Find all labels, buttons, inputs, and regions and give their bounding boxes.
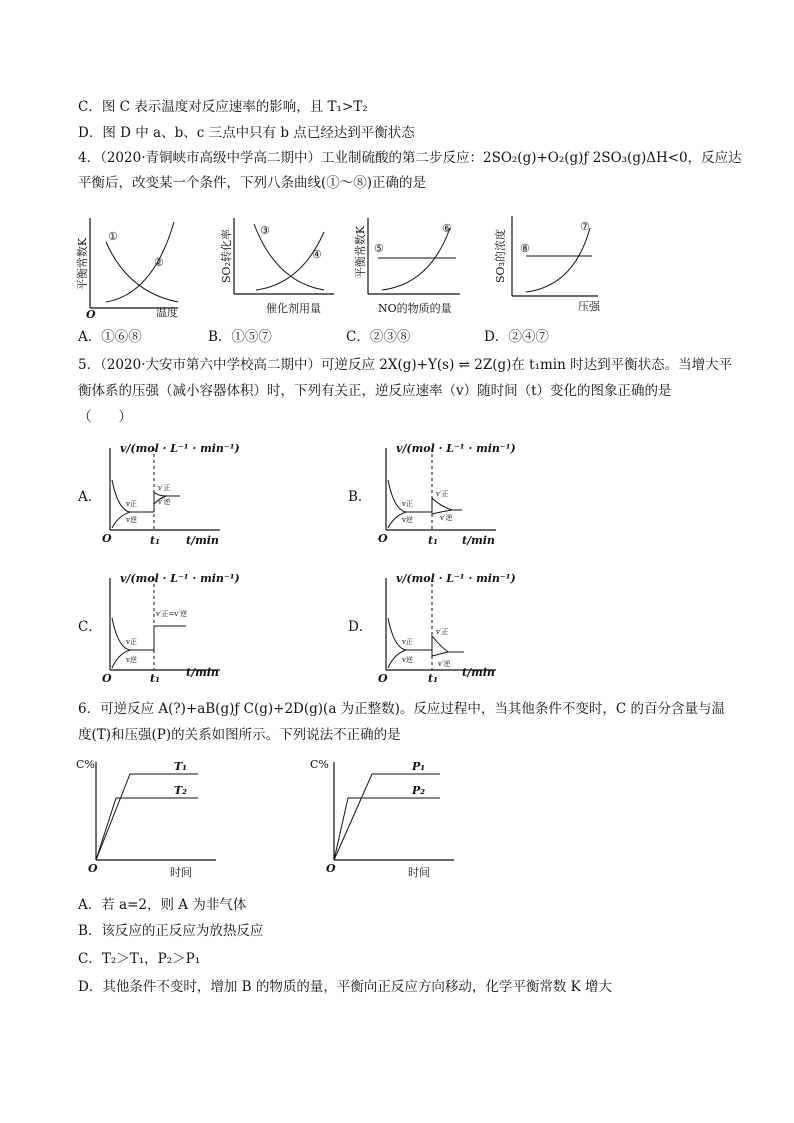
q5c-vfwd: v正 <box>126 638 137 646</box>
q5d-ylabel: v/(mol · L⁻¹ · min⁻¹) <box>396 572 516 585</box>
q5-graph-b <box>376 440 516 550</box>
q5b-vrev-p: v′逆 <box>440 514 453 522</box>
question-6-line2: 度(T)和压强(P)的关系如图所示。下列说法不正确的是 <box>78 727 401 743</box>
question-4-line1: 4．（2020·青铜峡市高级中学高二期中）工业制硫酸的第二步反应：2SO₂(g)+O₂(g)ƒ 2SO₃(g)ΔH<0，反应达 <box>78 150 742 166</box>
q4-graph-2 <box>216 212 336 322</box>
q6-graph-right <box>308 756 458 882</box>
q4g4-c2: ⑦ <box>580 220 590 233</box>
q5d-vrev-p: v′逆 <box>438 660 451 668</box>
q4g1-c2: ② <box>154 256 164 269</box>
q4g2-xlabel: 催化剂用量 <box>266 302 321 315</box>
q4g4-c1: ⑧ <box>520 242 530 255</box>
q5d-origin: O <box>378 672 388 685</box>
q4-option-d: D．②④⑦ <box>484 329 549 345</box>
question-5-line2: 衡体系的压强（减小容器体积）时，下列有关正，逆反应速率（v）随时间（t）变化的图象正确的是 <box>78 383 672 399</box>
q6r-origin: O <box>326 862 336 875</box>
q6-option-d: D．其他条件不变时，增加 B 的物质的量，平衡向正反应方向移动，化学平衡常数 K 增大 <box>78 979 612 995</box>
q5-label-c: C． <box>78 619 102 635</box>
q6r-upper: P₁ <box>412 760 426 773</box>
q5-graph-a <box>100 440 240 550</box>
q5b-vfwd-p: v′正 <box>436 490 449 498</box>
q5a-t1: t₁ <box>150 534 160 547</box>
q5d-t1: t₁ <box>428 672 438 685</box>
q4g2-c2: ④ <box>312 248 322 261</box>
q5d-xlabel: t/min <box>462 666 495 679</box>
q5b-xlabel: t/min <box>462 534 495 547</box>
q4-graph-4 <box>494 212 604 322</box>
q5-graph-c <box>100 570 240 685</box>
q5a-vrev-p: v′逆 <box>158 498 171 506</box>
q5b-origin: O <box>378 532 388 545</box>
q5a-xlabel: t/min <box>186 534 219 547</box>
q6-option-b: B．该反应的正反应为放热反应 <box>78 923 264 939</box>
q5a-vrev: v逆 <box>126 516 137 524</box>
q4g1-origin: O <box>86 308 96 321</box>
q4g1-c1: ① <box>108 230 118 243</box>
q5a-ylabel: v/(mol · L⁻¹ · min⁻¹) <box>120 442 240 455</box>
q5c-vrev: v逆 <box>126 656 137 664</box>
q4-option-b: B．①⑤⑦ <box>208 329 272 345</box>
q4g3-xlabel: NO的物质的量 <box>378 302 452 315</box>
q4g4-ylabel: SO₃的浓度 <box>494 229 507 283</box>
q4g3-ylabel: 平衡常数K <box>354 225 367 279</box>
q6l-ylabel: C% <box>76 758 95 771</box>
q4g2-c1: ③ <box>260 224 270 237</box>
q6l-xlabel: 时间 <box>170 866 192 879</box>
q5c-veq: v′正=v′逆 <box>156 610 187 618</box>
q5c-origin: O <box>102 672 112 685</box>
q6r-ylabel: C% <box>310 758 329 771</box>
q5-graph-d <box>376 570 516 685</box>
q6r-lower: P₂ <box>412 784 426 797</box>
q5c-t1: t₁ <box>150 672 160 685</box>
q4-option-a: A．①⑥⑧ <box>78 329 142 345</box>
q6l-lower: T₂ <box>174 784 188 797</box>
q5d-vfwd-p: v′正 <box>436 628 449 636</box>
q6-graph-left <box>74 756 224 882</box>
q5b-vfwd: v正 <box>402 500 413 508</box>
q5-label-d: D． <box>348 619 373 635</box>
q5d-vrev: v逆 <box>402 656 413 664</box>
question-4-line2: 平衡后，改变某一个条件，下列八条曲线(①～⑧)正确的是 <box>78 175 427 191</box>
q5c-xlabel: t/min <box>186 666 219 679</box>
q6-option-a: A．若 a=2，则 A 为非气体 <box>78 897 247 913</box>
question-6-line1: 6．可逆反应 A(?)+aB(g)ƒ C(g)+2D(g)(a 为正整数)。反应过程中，当其他条件不变时，C 的百分含量与温 <box>78 701 726 717</box>
question-5-line3: （ ） <box>78 409 132 425</box>
q6-option-c: C．T₂＞T₁，P₂＞P₁ <box>78 951 201 967</box>
q4g1-ylabel: 平衡常数K <box>76 237 89 291</box>
q6l-origin: O <box>88 862 98 875</box>
option-c-prev: C．图 C 表示温度对反应速率的影响，且 T₁>T₂ <box>78 99 368 115</box>
q5b-t1: t₁ <box>428 534 438 547</box>
q4-graph-3 <box>354 212 470 322</box>
q5b-vrev: v逆 <box>402 516 413 524</box>
q4g2-ylabel: SO₂转化率 <box>220 229 233 283</box>
q6r-xlabel: 时间 <box>408 866 430 879</box>
q6l-upper: T₁ <box>174 760 188 773</box>
q5a-vfwd-p: v′正 <box>158 484 171 492</box>
q5a-origin: O <box>102 532 112 545</box>
question-5-line1: 5．（2020·大安市第六中学校高二期中）可逆反应 2X(g)+Y(s) ⇌ 2Z(g)在 t₁min 时达到平衡状态。当增大平 <box>78 357 733 373</box>
q4g3-c1: ⑤ <box>374 242 384 255</box>
q4g4-xlabel: 压强 <box>578 300 600 313</box>
q4g1-xlabel: 温度 <box>156 306 178 319</box>
q4-option-c: C．②③⑧ <box>346 329 411 345</box>
q5c-ylabel: v/(mol · L⁻¹ · min⁻¹) <box>120 572 240 585</box>
q5d-vfwd: v正 <box>402 638 413 646</box>
option-d-prev: D．图 D 中 a、b、c 三点中只有 b 点已经达到平衡状态 <box>78 125 415 141</box>
q5b-ylabel: v/(mol · L⁻¹ · min⁻¹) <box>396 442 516 455</box>
q5a-vfwd: v正 <box>126 500 137 508</box>
q4g3-c2: ⑥ <box>442 222 452 235</box>
q4-graph-1 <box>78 212 188 322</box>
q5-label-a: A． <box>78 489 102 505</box>
q5-label-b: B． <box>348 489 372 505</box>
